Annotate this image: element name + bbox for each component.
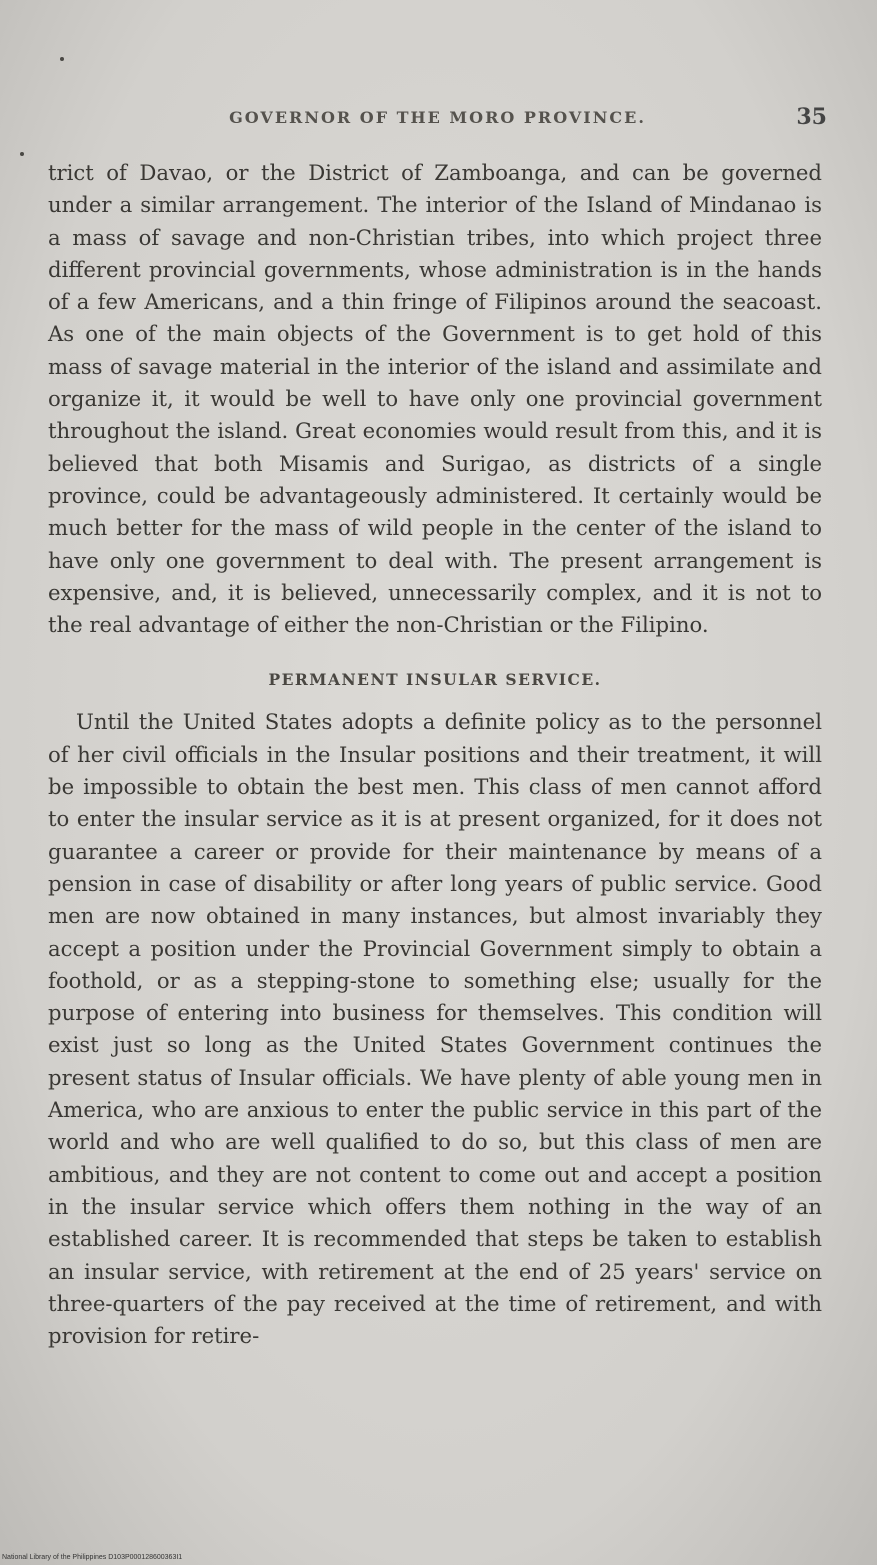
section-heading: PERMANENT INSULAR SERVICE. bbox=[268, 670, 602, 690]
page-header bbox=[48, 104, 827, 134]
speck-mark bbox=[60, 57, 64, 61]
page-number: 35 bbox=[796, 104, 827, 130]
running-title: GOVERNOR OF THE MORO PROVINCE. bbox=[229, 108, 646, 127]
library-footer: National Library of the Philippines D103P000128600363I1 bbox=[2, 1554, 183, 1561]
paragraph: Until the United States adopts a definite policy as to the personnel of her civil officials in the Insular positions and their treatment, it will be impossible to obtain the best men. This class of men cannot afford to enter the insular service as it is at present organized, for it does not guarantee a career or provide for their maintenance by means of a pension in case of disability or after long years of public service. Good men are now obtained in many instances, but almost invariably they accept a position under the Provincial Government simply to obtain a foothold, or as a stepping-stone to something else; usually for the purpose of entering into business for themselves. This condition will exist just so long as the United States Government continues the present status of Insular officials. We have plenty of able young men in America, who are anxious to enter the public service in this part of the world and who are well qualified to do so, but this class of men are ambitious, and they are not content to come out and accept a position in the insular service which offers them nothing in the way of an established career. It is recommended that steps be taken to establish an insular service, with retirement at the end of 25 years' service on three-quarters of the pay received at the time of retirement, and with provision for retire- bbox=[48, 709, 822, 1349]
speck-mark bbox=[20, 152, 24, 156]
paragraph: trict of Davao, or the District of Zamboanga, and can be governed under a similar arrangement. The interior of the Island of Mindanao is a mass of savage and non-Christian tribes, into which project three different provincial governments, whose administration is in the hands of a few Americans, and a thin fringe of Filipinos around the seacoast. As one of the main objects of the Government is to get hold of this mass of savage material in the interior of the island and assimilate and organize it, it would be well to have only one provincial government throughout the island. Great economies would result from this, and it is believed that both Misamis and Surigao, as districts of a single province, could be advantageously administered. It certainly would be much better for the mass of wild people in the center of the island to have only one government to deal with. The present arrangement is expensive, and, it is believed, unnecessarily complex, and it is not to the real advantage of either the non-Christian or the Filipino. bbox=[48, 160, 822, 638]
body-text bbox=[48, 157, 822, 1352]
